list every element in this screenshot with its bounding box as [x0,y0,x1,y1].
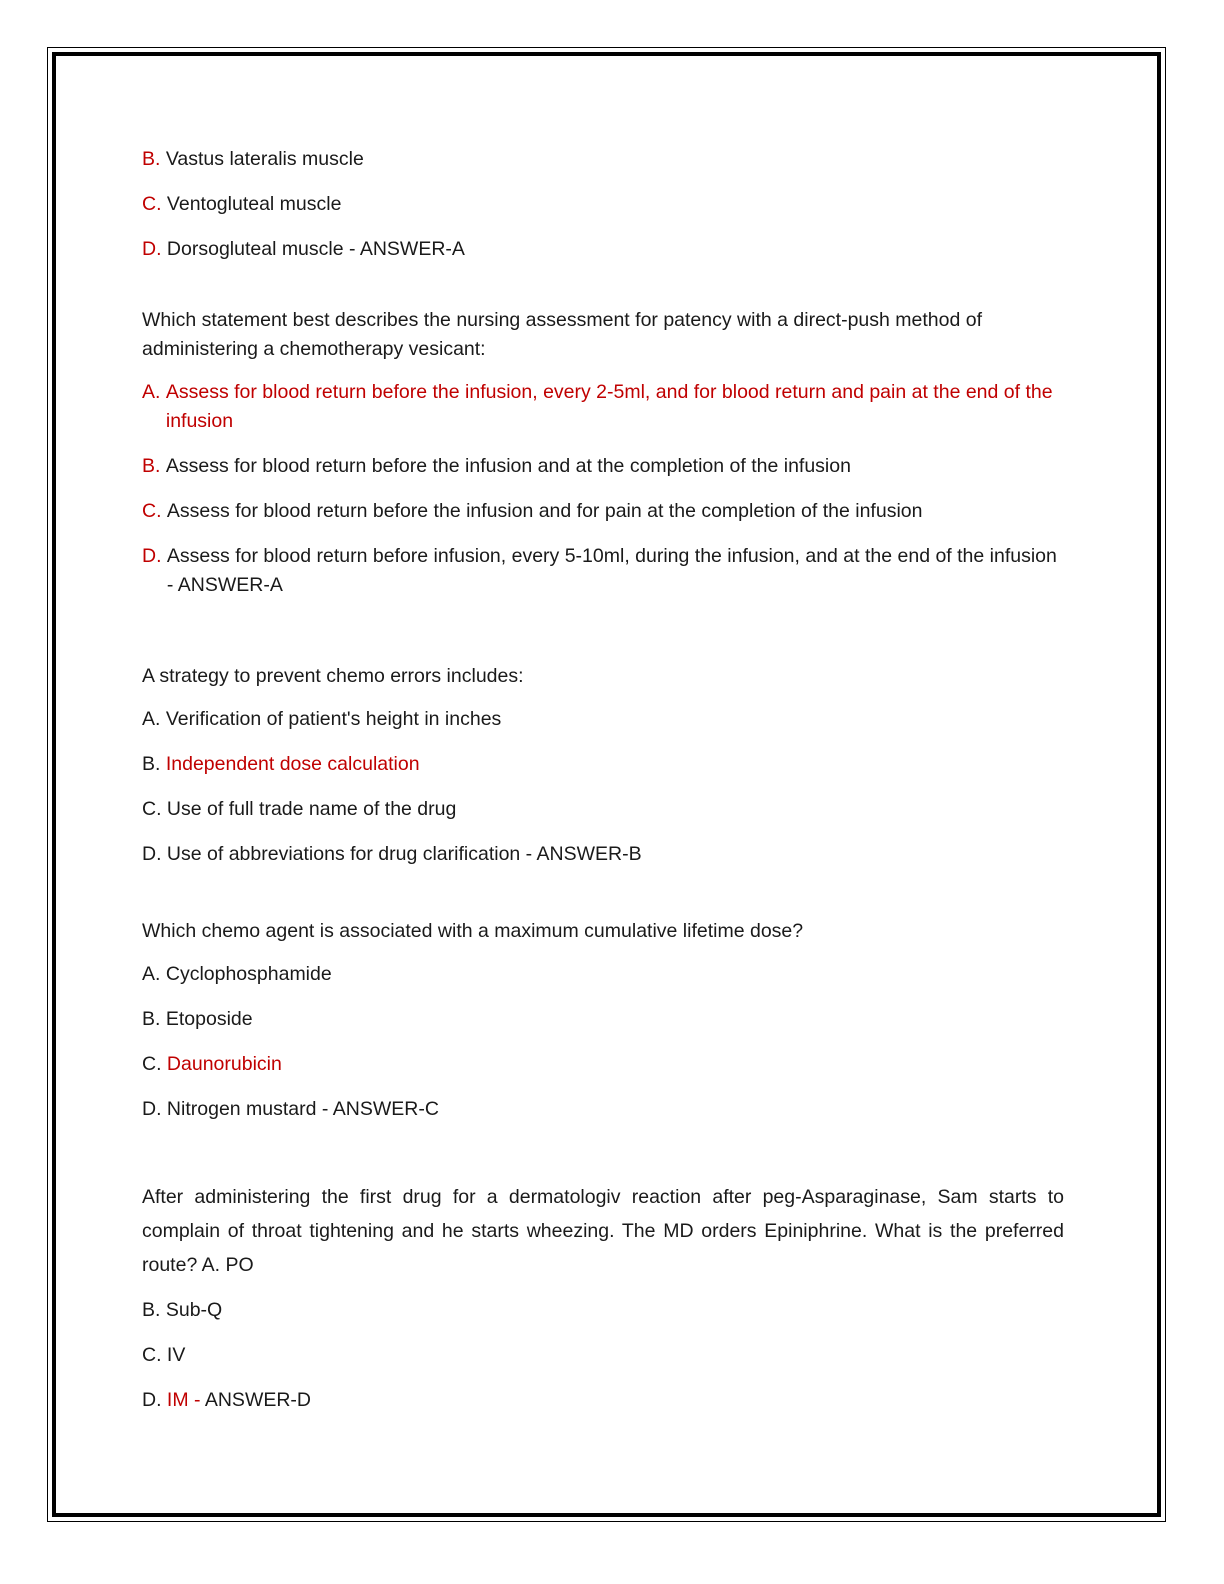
option-b: B. Etoposide [142,1008,253,1030]
option-d: D. IM - ANSWER-D [142,1389,312,1411]
answer-highlight: IM - [166,1389,205,1411]
question-lifetime-dose: Which chemo agent is associated with a maximum cumulative lifetime dose? [142,920,804,942]
question-epinephrine-route: After administering the first drug for a dermatologiv reaction after peg-Asparaginase, Sam starts to complain of throat tightening and he starts wheezing. The MD orders Epiniphrine. What is the preferred route? A. PO [142,1186,1064,1276]
question-chemo-errors: A strategy to prevent chemo errors includes: [142,665,524,687]
option-a: A. Assess for blood return before the infusion, every 2-5ml, and for blood return and pain at the end of the infusion [142,381,1053,432]
option-d: D. Nitrogen mustard - ANSWER-C [142,1098,439,1120]
option-a: A. Cyclophosphamide [142,963,332,985]
document-content [142,145,1064,1431]
answer-label: ANSWER-D [204,1389,312,1411]
option-d: D. Dorsogluteal muscle - ANSWER-A [142,238,465,260]
option-a: A. Verification of patient's height in inches [142,708,502,730]
option-c: C. IV [142,1344,186,1366]
option-b: B. Assess for blood return before the infusion and at the completion of the infusion [142,455,851,477]
option-c: C. Use of full trade name of the drug [142,798,457,820]
option-d: D. Use of abbreviations for drug clarification - ANSWER-B [142,843,642,865]
option-b: B. Vastus lateralis muscle [142,148,364,170]
option-b: B. Sub-Q [142,1299,223,1321]
option-c: C. Assess for blood return before the infusion and for pain at the completion of the infusion [142,500,923,522]
option-c: C. Ventogluteal muscle [142,193,342,215]
question-patency: Which statement best describes the nursing assessment for patency with a direct-push method of administering a chemotherapy vesicant: [142,309,982,360]
option-c: C. Daunorubicin [142,1053,282,1075]
option-b: B. Independent dose calculation [142,753,420,775]
option-d: D. Assess for blood return before infusion, every 5-10ml, during the infusion, and at the end of the infusion - ANSWER-A [142,545,1057,596]
